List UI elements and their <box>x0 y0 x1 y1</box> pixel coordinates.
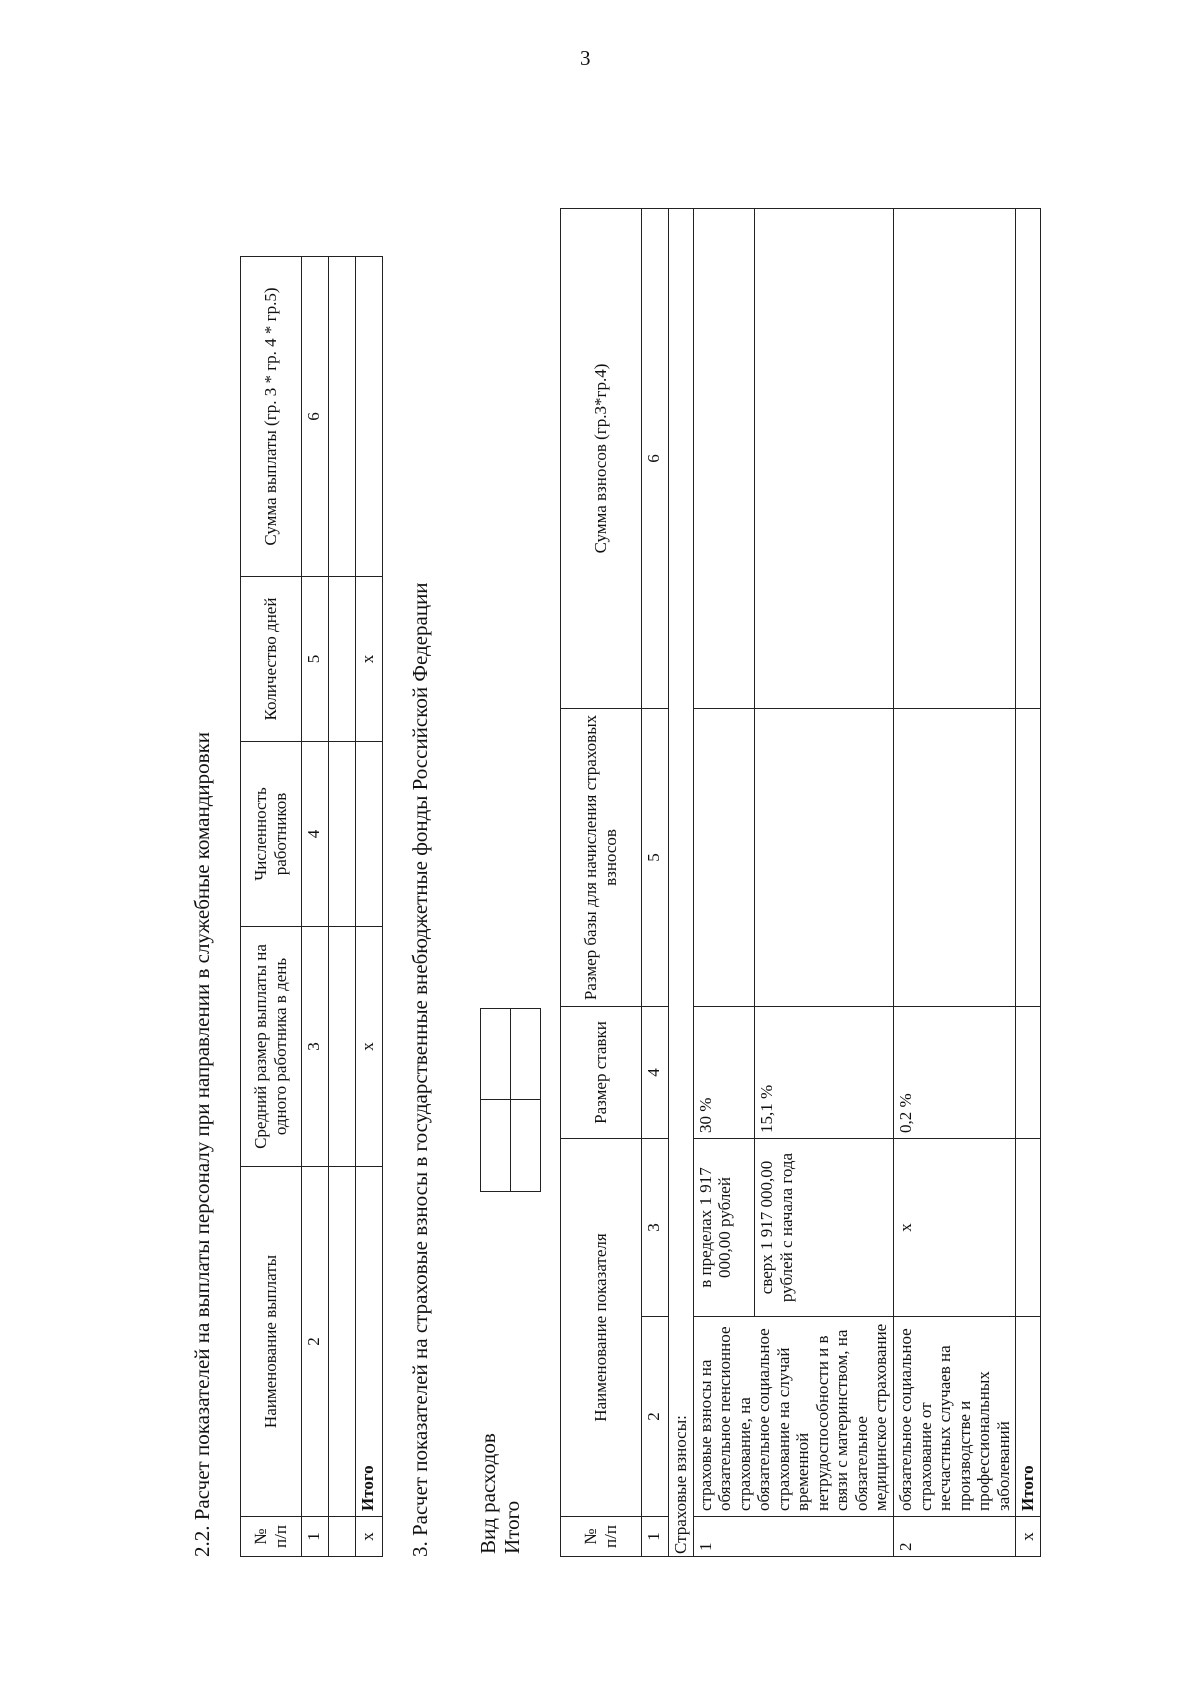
column-number: 6 <box>302 257 329 577</box>
column-number: 2 <box>642 1317 669 1517</box>
total-label: Итого <box>1016 1317 1041 1517</box>
row-rate: 30 % <box>693 1007 755 1139</box>
total-c3: х <box>356 927 383 1167</box>
row-condition: в пределах 1 917 000,00 рублей <box>693 1139 755 1317</box>
row-condition: сверх 1 917 000,00 рублей с начала года <box>755 1139 894 1317</box>
travel-payments-table <box>240 256 383 1557</box>
header-cell: Сумма взносов (гр.3*гр.4) <box>561 209 642 709</box>
row-rate: 0,2 % <box>894 1007 1016 1139</box>
section-2-2-heading: 2.2. Расчет показателей на выплаты персоналу при направлении в служебные командировки <box>190 731 214 1557</box>
section-3-heading: 3. Расчет показателей на страховые взносы в государственные внебюджетные фонды Российской Федерации <box>408 582 432 1557</box>
column-number: 3 <box>302 927 329 1167</box>
row-rate: 15,1 % <box>755 1007 894 1139</box>
header-cell: Наименование показателя <box>561 1139 642 1517</box>
total-num: х <box>1016 1517 1041 1557</box>
header-cell: № п/п <box>241 1517 302 1557</box>
table-row <box>894 209 1016 1557</box>
total-c5: х <box>356 577 383 742</box>
column-number: 5 <box>302 577 329 742</box>
row-name: страховые взносы на обязательное пенсионное страхование, на обязательное социальное страхование на случай временной нетрудоспособности и в связи с материнством, на обязательное медицинское страхование <box>693 1317 893 1517</box>
table-header-row <box>241 257 302 1557</box>
expense-type-label: Вид расходов <box>476 1433 500 1554</box>
insurance-contributions-table <box>560 208 1041 1557</box>
header-cell: Наименование выплаты <box>241 1167 302 1517</box>
expense-type-box <box>480 1008 541 1192</box>
column-number: 1 <box>642 1517 669 1557</box>
rotated-sheet <box>160 162 1200 1632</box>
column-number: 4 <box>642 1007 669 1139</box>
expense-total-label: Итого <box>500 1500 525 1554</box>
table-row <box>693 209 755 1557</box>
column-number-row <box>302 257 329 1557</box>
row-condition: х <box>894 1139 1016 1317</box>
header-cell: № п/п <box>561 1517 642 1557</box>
header-cell: Сумма выплаты (гр. 3 * гр. 4 * гр.5) <box>241 257 302 577</box>
group-label: Страховые взносы: <box>669 209 694 1557</box>
total-num: х <box>356 1517 383 1557</box>
table-header-row <box>561 209 642 1557</box>
row-num: 1 <box>693 1517 893 1557</box>
header-cell: Количество дней <box>241 577 302 742</box>
row-name: обязательное социальное страхование от несчастных случаев на производстве и профессиональных заболеваний <box>894 1317 1016 1517</box>
header-cell: Размер базы для начисления страховых взносов <box>561 709 642 1007</box>
column-number-row <box>642 209 669 1557</box>
total-row <box>1016 209 1041 1557</box>
column-number: 2 <box>302 1167 329 1517</box>
header-cell: Средний размер выплаты на одного работника в день <box>241 927 302 1167</box>
column-number: 4 <box>302 742 329 927</box>
row-num: 2 <box>894 1517 1016 1557</box>
total-row <box>356 257 383 1557</box>
column-number: 3 <box>642 1139 669 1317</box>
total-label: Итого <box>356 1167 383 1517</box>
table-row <box>329 257 356 1557</box>
column-number: 6 <box>642 209 669 709</box>
header-cell: Размер ставки <box>561 1007 642 1139</box>
page-number: 3 <box>580 46 591 70</box>
group-label-row <box>669 209 694 1557</box>
column-number: 5 <box>642 709 669 1007</box>
column-number: 1 <box>302 1517 329 1557</box>
expense-type-block <box>476 1433 524 1554</box>
header-cell: Численность работников <box>241 742 302 927</box>
